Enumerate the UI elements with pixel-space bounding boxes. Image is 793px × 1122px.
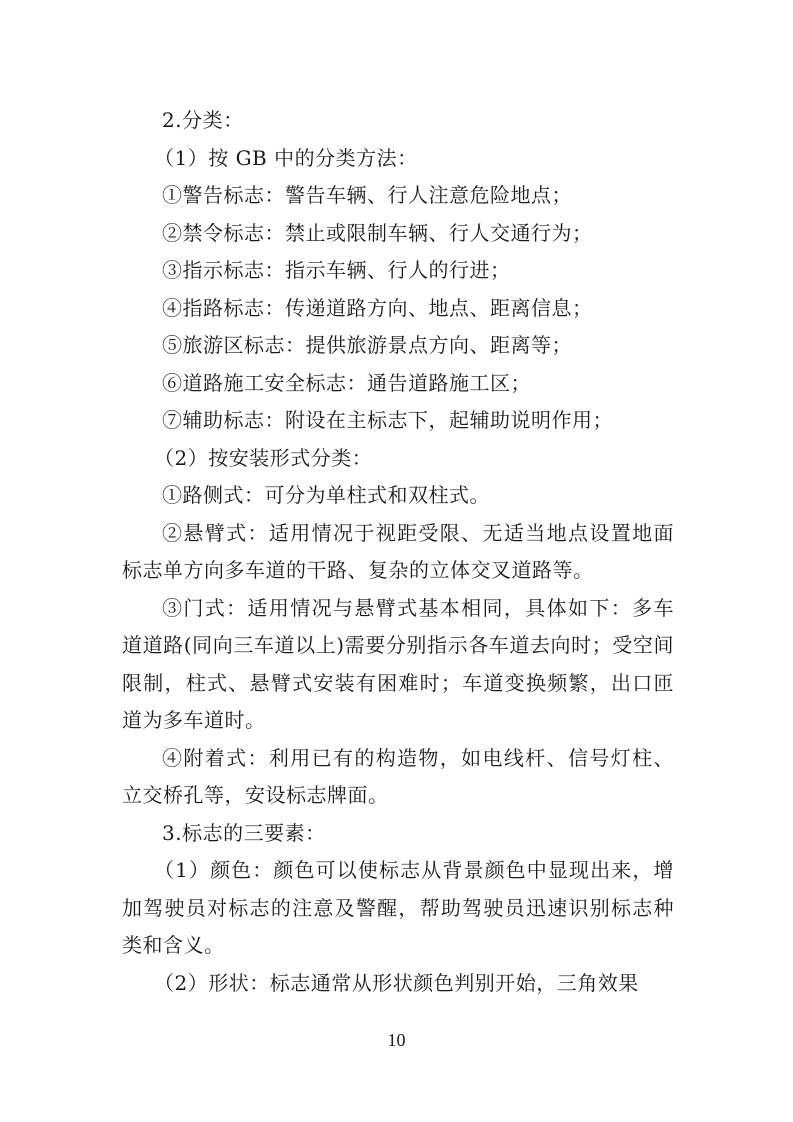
list-item-indication-signs: ③指示标志：指示车辆、行人的行进； — [162, 258, 511, 282]
list-item-roadside: ①路侧式：可分为单柱式和双柱式。 — [162, 483, 490, 507]
list-item-auxiliary-signs: ⑦辅助标志：附设在主标志下，起辅助说明作用； — [162, 408, 613, 432]
list-item-gantry: ③门式：适用情况与悬臂式基本相同，具体如下：多车道道路(同向三车道以上)需要分别指示各车道去向时；受空间限制，柱式、悬臂式安装有困难时；车道变换频繁，出口匝道为多车道时。 — [122, 595, 674, 732]
paragraph-color: （1）颜色：颜色可以使标志从背景颜色中显现出来，增加驾驶员对标志的注意及警醒，帮助驾驶员迅速识别标志种类和含义。 — [122, 858, 674, 957]
list-item-prohibition-signs: ②禁令标志：禁止或限制车辆、行人交通行为； — [162, 220, 593, 245]
page-number: 10 — [387, 1030, 406, 1050]
list-item-guide-signs: ④指路标志：传递道路方向、地点、距离信息； — [162, 295, 593, 320]
subsection-installation-type: （2）按安装形式分类： — [154, 445, 373, 470]
body-text — [122, 102, 674, 1002]
list-item-cantilever: ②悬臂式：适用情况于视距受限、无适当地点设置地面标志单方向多车道的干路、复杂的立体交叉道路等。 — [122, 520, 674, 582]
list-item-warning-signs: ①警告标志：警告车辆、行人注意危险地点； — [162, 183, 572, 207]
section-heading-three-elements: 3.标志的三要素： — [162, 820, 326, 845]
paragraph-shape: （2）形状：标志通常从形状颜色判别开始，三角效果 — [154, 970, 639, 995]
list-item-construction-signs: ⑥道路施工安全标志：通告道路施工区； — [162, 370, 531, 395]
list-item-tourist-signs: ⑤旅游区标志：提供旅游景点方向、距离等； — [162, 333, 572, 357]
list-item-attached: ④附着式：利用已有的构造物，如电线杆、信号灯柱、立交桥孔等，安设标志牌面。 — [122, 745, 674, 807]
section-heading-classification: 2.分类： — [162, 108, 244, 132]
subsection-gb-classification: （1）按 GB 中的分类方法： — [154, 145, 418, 170]
